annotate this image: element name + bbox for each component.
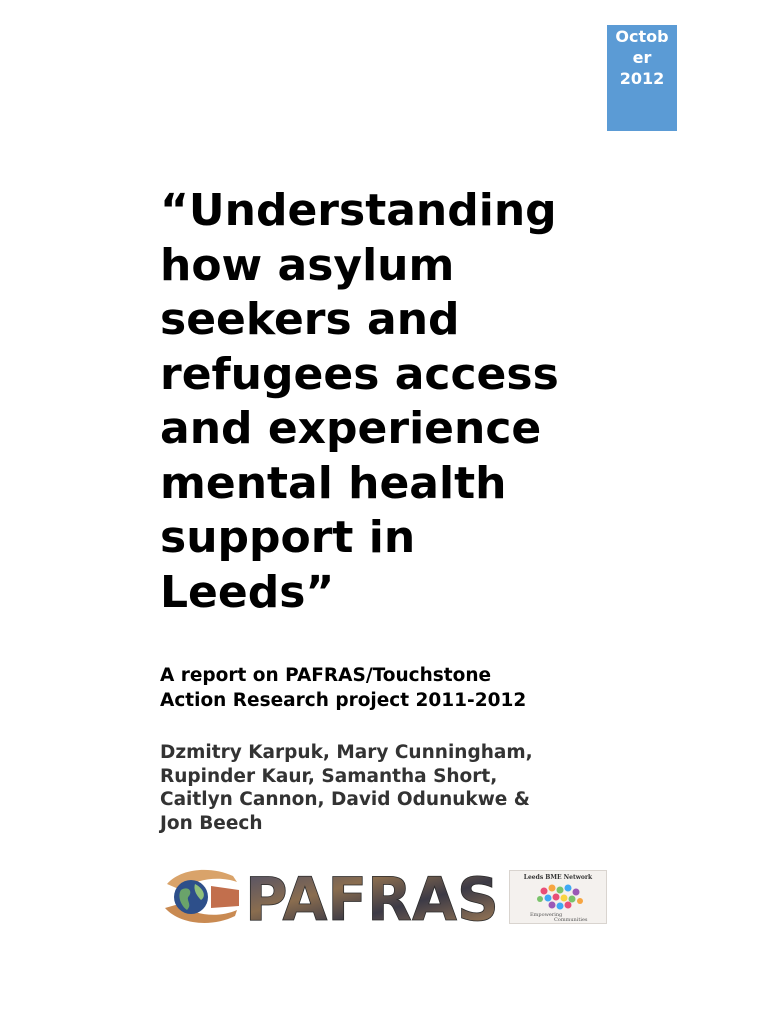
date-line-month-part2: er [632, 48, 652, 67]
report-title: “Understanding how asylum seekers and refugees access and experience mental health support in Leeds” [160, 185, 559, 618]
report-subtitle: A report on PAFRAS/Touchstone Action Research project 2011-2012 [160, 665, 527, 711]
hands-globe-logo [163, 866, 241, 928]
pafras-logo [243, 866, 501, 928]
author-list: Dzmitry Karpuk, Mary Cunningham, Rupinder Kaur, Samantha Short, Caitlyn Cannon, David Odunukwe & Jon Beech [160, 742, 533, 834]
bme-logo-tagline-2: Communities [554, 917, 588, 923]
bme-logo-title: Leeds BME Network [523, 874, 593, 881]
date-box [607, 25, 677, 131]
pafras-wordmark: PAFRAS [245, 866, 499, 928]
logo-row [163, 866, 609, 928]
bme-logo-tagline-1: Empowering [530, 912, 563, 918]
leeds-bme-network-logo [509, 870, 607, 924]
date-line-month-part1: Octob [615, 27, 669, 46]
bme-network-dots [537, 885, 583, 910]
date-line-year: 2012 [619, 69, 665, 88]
